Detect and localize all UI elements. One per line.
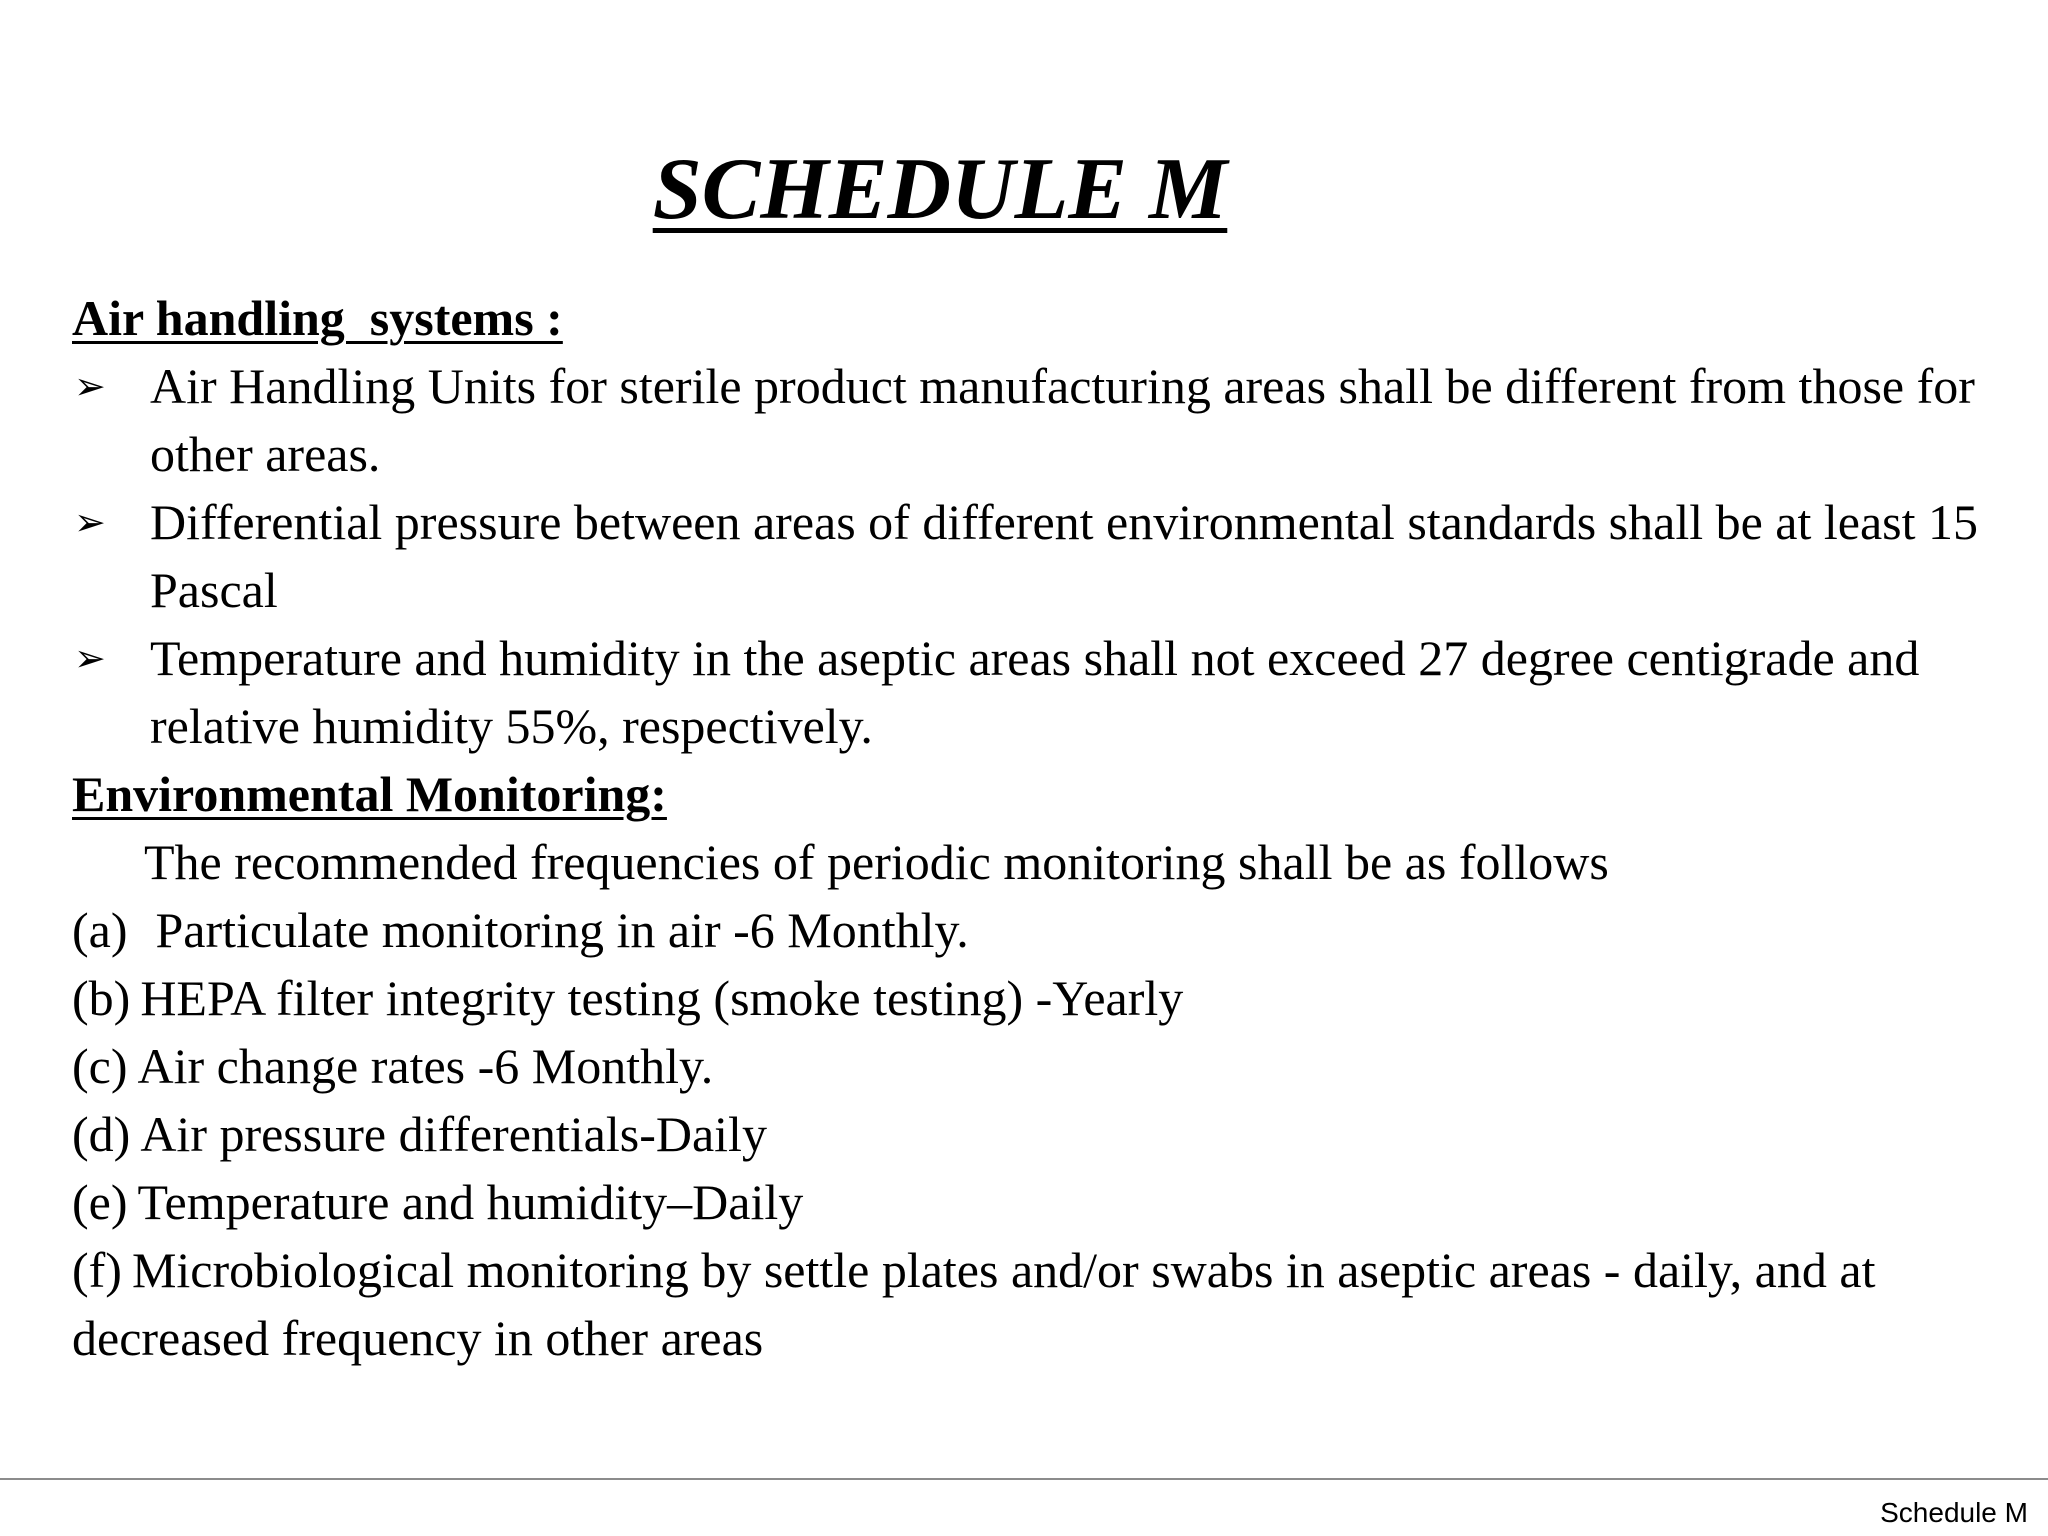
list-item-text: Microbiological monitoring by settle plates and/or swabs in aseptic areas - daily, and at decreased frequency in other areas [72,1242,1876,1366]
bullet-text: Differential pressure between areas of different environmental standards shall be at least 15 Pascal [150,494,1979,618]
list-item [72,964,1992,1032]
air-handling-heading: Air handling systems : [72,290,563,346]
environmental-monitoring-heading: Environmental Monitoring: [72,766,667,822]
list-item-text: Temperature and humidity–Daily [137,1174,804,1230]
slide-title: SCHEDULE M [652,141,1228,238]
list-item [72,1168,1992,1236]
list-item-marker: (d) [72,1106,131,1162]
bullet-item [72,352,1992,488]
bullet-text: Temperature and humidity in the aseptic areas shall not exceed 27 degree centigrade and relative humidity 55%, respectively. [150,630,1920,754]
bullet-text: Air Handling Units for sterile product manufacturing areas shall be different from those for other areas. [150,358,1975,482]
air-handling-bullet-list [72,352,1992,760]
list-item-text: Particulate monitoring in air -6 Monthly. [155,902,969,958]
list-item [72,896,1992,964]
list-item-marker: (a) [72,902,128,958]
arrowhead-bullet-icon: ➢ [74,500,106,544]
list-item-text: Air pressure differentials-Daily [140,1106,767,1162]
list-item-marker: (c) [72,1038,128,1094]
list-item-marker: (e) [72,1174,128,1230]
list-item [72,1032,1992,1100]
monitoring-frequency-list [72,896,1992,1372]
list-item-text: Air change rates -6 Monthly. [137,1038,714,1094]
list-item-marker: (b) [72,970,131,1026]
bullet-item [72,488,1992,624]
list-item [72,1100,1992,1168]
footer-bar [0,1478,2048,1536]
slide-content [72,284,1992,1372]
list-item-marker: (f) [72,1242,122,1298]
bullet-item [72,624,1992,760]
footer-label: Schedule M [1880,1497,2028,1528]
list-item-text: HEPA filter integrity testing (smoke testing) -Yearly [140,970,1184,1026]
arrowhead-bullet-icon: ➢ [74,364,106,408]
arrowhead-bullet-icon: ➢ [74,636,106,680]
monitoring-intro-text: The recommended frequencies of periodic monitoring shall be as follows [144,834,1609,890]
list-item [72,1236,1992,1372]
